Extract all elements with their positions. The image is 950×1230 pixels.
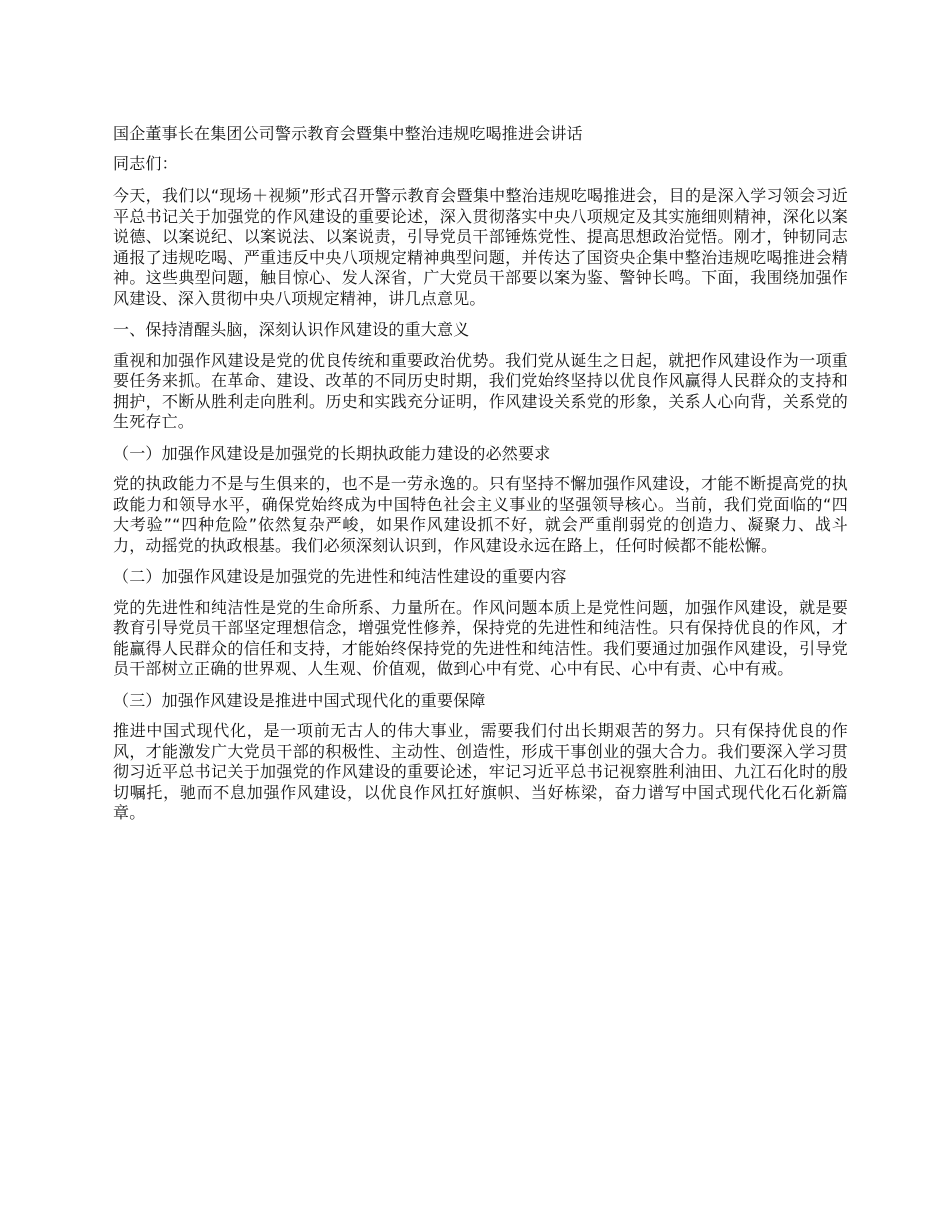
subsection-1-paragraph: 党的执政能力不是与生俱来的，也不是一劳永逸的。只有坚持不懈加强作风建设，才能不断提高党的执政能力和领导水平，确保党始终成为中国特色社会主义事业的坚强领导核心。当前，我们党面临的“四大考验”“四种危险”依然复杂严峻，如果作风建设抓不好，就会严重削弱党的创造力、凝聚力、战斗力，动摇党的执政根基。我们必须深刻认识到，作风建设永远在路上，任何时候都不能松懈。 xyxy=(113,474,848,555)
section-1-paragraph: 重视和加强作风建设是党的优良传统和重要政治优势。我们党从诞生之日起，就把作风建设作为一项重要任务来抓。在革命、建设、改革的不同历史时期，我们党始终坚持以优良作风赢得人民群众的支持和拥护，不断从胜利走向胜利。历史和实践充分证明，作风建设关系党的形象，关系人心向背，关系党的生死存亡。 xyxy=(113,350,848,431)
section-1-heading: 一、保持清醒头脑，深刻认识作风建设的重大意义 xyxy=(113,320,470,339)
subsection-3-heading: （三）加强作风建设是推进中国式现代化的重要保障 xyxy=(113,690,486,710)
subsection-1-heading: （一）加强作风建设是加强党的长期执政能力建设的必然要求 xyxy=(113,443,551,463)
document-title: 国企董事长在集团公司警示教育会暨集中整治违规吃喝推进会讲话 xyxy=(113,124,583,143)
intro-paragraph: 今天，我们以“现场＋视频”形式召开警示教育会暨集中整治违规吃喝推进会，目的是深入学习领会习近平总书记关于加强党的作风建设的重要论述，深入贯彻落实中央八项规定及其实施细则精神，深化以案说德、以案说纪、以案说法、以案说责，引导党员干部锤炼党性、提高思想政治觉悟。刚才，钟韧同志通报了违规吃喝、严重违反中央八项规定精神典型问题，并传达了国资央企集中整治违规吃喝推进会精神。这些典型问题，触目惊心、发人深省，广大党员干部要以案为鉴、警钟长鸣。下面，我围绕加强作风建设、深入贯彻中央八项规定精神，讲几点意见。 xyxy=(113,186,848,308)
document-page xyxy=(113,124,848,835)
salutation: 同志们： xyxy=(113,153,178,173)
subsection-2-paragraph: 党的先进性和纯洁性是党的生命所系、力量所在。作风问题本质上是党性问题，加强作风建设，就是要教育引导党员干部坚定理想信念，增强党性修养，保持党的先进性和纯洁性。只有保持优良的作风，才能赢得人民群众的信任和支持，才能始终保持党的先进性和纯洁性。我们要通过加强作风建设，引导党员干部树立正确的世界观、人生观、价值观，做到心中有党、心中有民、心中有责、心中有戒。 xyxy=(113,597,848,678)
subsection-3-paragraph: 推进中国式现代化，是一项前无古人的伟大事业，需要我们付出长期艰苦的努力。只有保持优良的作风，才能激发广大党员干部的积极性、主动性、创造性，形成干事创业的强大合力。我们要深入学习贯彻习近平总书记关于加强党的作风建设的重要论述，牢记习近平总书记视察胜利油田、九江石化时的殷切嘱托，驰而不息加强作风建设，以优良作风扛好旗帜、当好栋梁，奋力谱写中国式现代化石化新篇章。 xyxy=(113,721,848,822)
subsection-2-heading: （二）加强作风建设是加强党的先进性和纯洁性建设的重要内容 xyxy=(113,567,567,586)
